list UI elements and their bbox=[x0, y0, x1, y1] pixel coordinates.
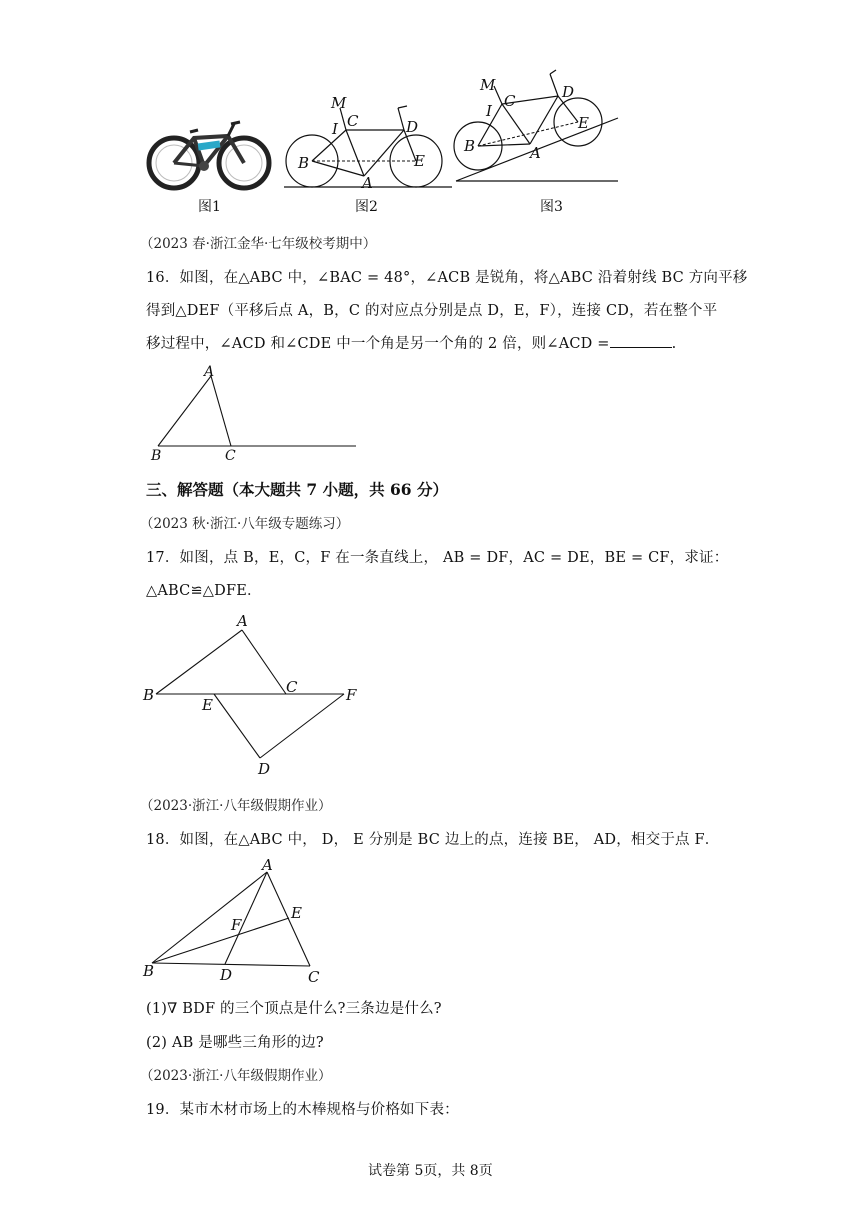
fig2-label-C: C bbox=[347, 112, 359, 130]
q19-line1: 19．某市木材市场上的木棒规格与价格如下表： bbox=[146, 1102, 459, 1118]
q16-label-C: C bbox=[225, 448, 236, 464]
q16-label-B: B bbox=[151, 448, 162, 464]
q16-line2: 得到△DEF（平移后点 A，B，C 的对应点分别是点 D，E，F），连接 CD，若在整个平 bbox=[146, 303, 718, 319]
q16-line3-suffix: . bbox=[671, 336, 677, 352]
fig2-caption: 图2 bbox=[355, 199, 378, 215]
fig3-label-E: E bbox=[578, 114, 589, 132]
fig2-label-A: A bbox=[362, 174, 373, 192]
fig3-label-A: A bbox=[530, 144, 541, 162]
q18-label-C: C bbox=[308, 968, 320, 986]
q17-line1: 17．如图，点 B，E，C，F 在一条直线上， AB = DF，AC = DE，BE = CF，求证： bbox=[146, 550, 729, 566]
page-footer: 试卷第 5页，共 8页 bbox=[368, 1163, 493, 1179]
bicycle-photo-icon bbox=[146, 116, 272, 192]
fig2-label-M: M bbox=[331, 94, 347, 112]
q16-triangle-figure bbox=[148, 364, 363, 464]
q18-label-A: A bbox=[262, 856, 273, 874]
q18-label-F: F bbox=[231, 916, 242, 934]
q16-answer-blank bbox=[610, 333, 672, 348]
q17-label-A: A bbox=[237, 612, 248, 630]
q19-source: （2023·浙江·八年级假期作业） bbox=[140, 1068, 332, 1084]
q18-label-B: B bbox=[143, 962, 155, 980]
fig2-bicycle-diagram bbox=[282, 92, 457, 192]
fig3-label-I: I bbox=[486, 102, 492, 120]
q16-source: （2023 春·浙江金华·七年级校考期中） bbox=[140, 236, 377, 252]
q17-source: （2023 秋·浙江·八年级专题练习） bbox=[140, 516, 350, 532]
q17-line2: △ABC≌△DFE． bbox=[146, 583, 262, 599]
fig2-label-D: D bbox=[406, 118, 419, 136]
fig1-caption: 图1 bbox=[198, 199, 221, 215]
q16-line3-prefix: 移过程中，∠ACD 和∠CDE 中一个角是另一个角的 2 倍，则∠ACD = bbox=[146, 336, 610, 352]
q17-label-F: F bbox=[346, 686, 357, 704]
fig3-caption: 图3 bbox=[540, 199, 563, 215]
q18-triangle-figure bbox=[140, 852, 340, 987]
q18-label-D: D bbox=[220, 966, 233, 984]
fig2-label-B: B bbox=[298, 154, 310, 172]
fig2-label-I: I bbox=[332, 120, 338, 138]
fig3-label-B: B bbox=[464, 137, 476, 155]
q17-label-C: C bbox=[286, 678, 298, 696]
q17-label-E: E bbox=[202, 696, 213, 714]
fig3-bicycle-on-slope-diagram bbox=[450, 66, 622, 188]
q18-sub2: (2) AB 是哪些三角形的边? bbox=[146, 1035, 324, 1051]
q18-line1: 18．如图，在△ABC 中， D， E 分别是 BC 边上的点，连接 BE， AD，相交于点 F． bbox=[146, 832, 720, 848]
q18-sub1: (1)∇ BDF 的三个顶点是什么?三条边是什么? bbox=[146, 1001, 442, 1017]
fig3-label-D: D bbox=[562, 83, 575, 101]
q17-label-B: B bbox=[143, 686, 155, 704]
fig3-label-C: C bbox=[504, 92, 516, 110]
q18-label-E: E bbox=[291, 904, 302, 922]
fig2-label-E: E bbox=[414, 152, 425, 170]
q18-source: （2023·浙江·八年级假期作业） bbox=[140, 798, 332, 814]
q16-line3 bbox=[146, 332, 676, 353]
section3-title: 三、解答题（本大题共 7 小题，共 66 分） bbox=[146, 480, 448, 499]
fig3-label-M: M bbox=[480, 76, 496, 94]
q17-label-D: D bbox=[258, 760, 271, 778]
q16-line1: 16．如图，在△ABC 中，∠BAC = 48°，∠ACB 是锐角，将△ABC 沿着射线 BC 方向平移 bbox=[146, 270, 748, 286]
q17-congruent-triangles-figure bbox=[140, 608, 370, 778]
q16-label-A: A bbox=[204, 364, 215, 380]
